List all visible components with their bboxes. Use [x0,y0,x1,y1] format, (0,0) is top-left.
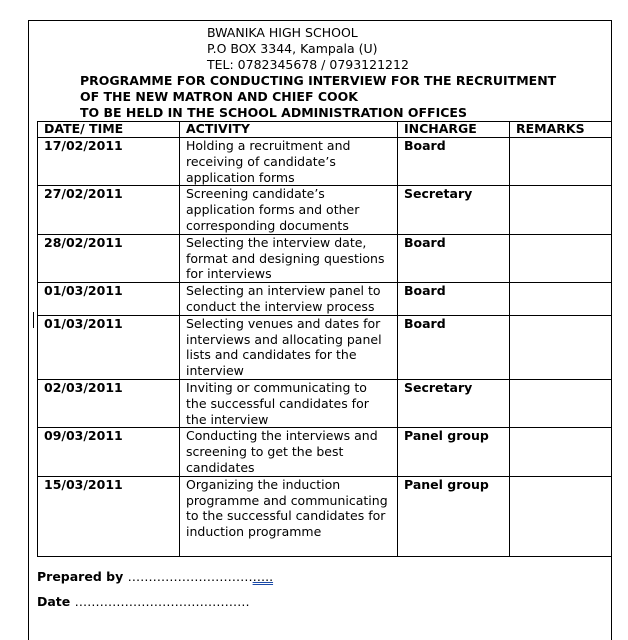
text-cursor [33,312,34,328]
row-remarks [510,379,612,427]
column-header-activity: ACTIVITY [180,122,398,138]
row-remarks [510,186,612,234]
title-line-1: PROGRAMME FOR CONDUCTING INTERVIEW FOR THE RECRUITMENT [80,73,557,88]
table-row [38,379,612,427]
school-telephone: TEL: 0782345678 / 0793121212 [207,57,409,72]
row-activity: Inviting or communicating to the successful candidates for the interview [180,379,398,427]
table-row [38,476,612,556]
school-name: BWANIKA HIGH SCHOOL [207,25,358,40]
programme-table [37,121,612,557]
column-header-date: DATE/ TIME [38,122,180,138]
row-incharge: Board [398,315,510,379]
row-remarks [510,283,612,316]
prepared-by-blank[interactable]: …………………………….. [127,569,274,584]
row-remarks [510,234,612,282]
row-activity: Holding a recruitment and receiving of candidate’s application forms [180,138,398,186]
row-date: 27/02/2011 [38,186,180,234]
table-header-row [38,122,612,138]
row-incharge: Panel group [398,476,510,556]
title-line-2: OF THE NEW MATRON AND CHIEF COOK [80,89,358,104]
table-row [38,283,612,316]
date-blank[interactable]: …………………………………… [74,594,250,609]
row-activity: Screening candidate’s application forms and other corresponding documents [180,186,398,234]
row-remarks [510,138,612,186]
row-date: 01/03/2011 [38,315,180,379]
row-incharge: Secretary [398,186,510,234]
row-activity: Organizing the induction programme and communicating to the successful candidates for induction programme [180,476,398,556]
column-header-remarks: REMARKS [510,122,612,138]
row-incharge: Board [398,234,510,282]
row-date: 09/03/2011 [38,428,180,476]
table-row [38,234,612,282]
row-activity: Selecting the interview date, format and designing questions for interviews [180,234,398,282]
row-activity: Conducting the interviews and screening to get the best candidates [180,428,398,476]
column-header-incharge: INCHARGE [398,122,510,138]
row-remarks [510,428,612,476]
table-row [38,186,612,234]
row-date: 15/03/2011 [38,476,180,556]
row-activity: Selecting an interview panel to conduct the interview process [180,283,398,316]
prepared-by-line [37,569,273,584]
row-date: 28/02/2011 [38,234,180,282]
date-label: Date [37,594,71,609]
prepared-by-label: Prepared by [37,569,124,584]
row-activity: Selecting venues and dates for interviews and allocating panel lists and candidates for the interview [180,315,398,379]
prepared-by-blank-end: ….. [252,569,274,584]
table-row [38,138,612,186]
row-date: 02/03/2011 [38,379,180,427]
row-incharge: Secretary [398,379,510,427]
row-remarks [510,476,612,556]
school-address: P.O BOX 3344, Kampala (U) [207,41,378,56]
row-date: 17/02/2011 [38,138,180,186]
title-line-3: TO BE HELD IN THE SCHOOL ADMINISTRATION OFFICES [80,105,467,120]
table-row [38,428,612,476]
row-incharge: Panel group [398,428,510,476]
row-incharge: Board [398,138,510,186]
row-remarks [510,315,612,379]
table-row [38,315,612,379]
date-line [37,594,250,609]
row-date: 01/03/2011 [38,283,180,316]
row-incharge: Board [398,283,510,316]
